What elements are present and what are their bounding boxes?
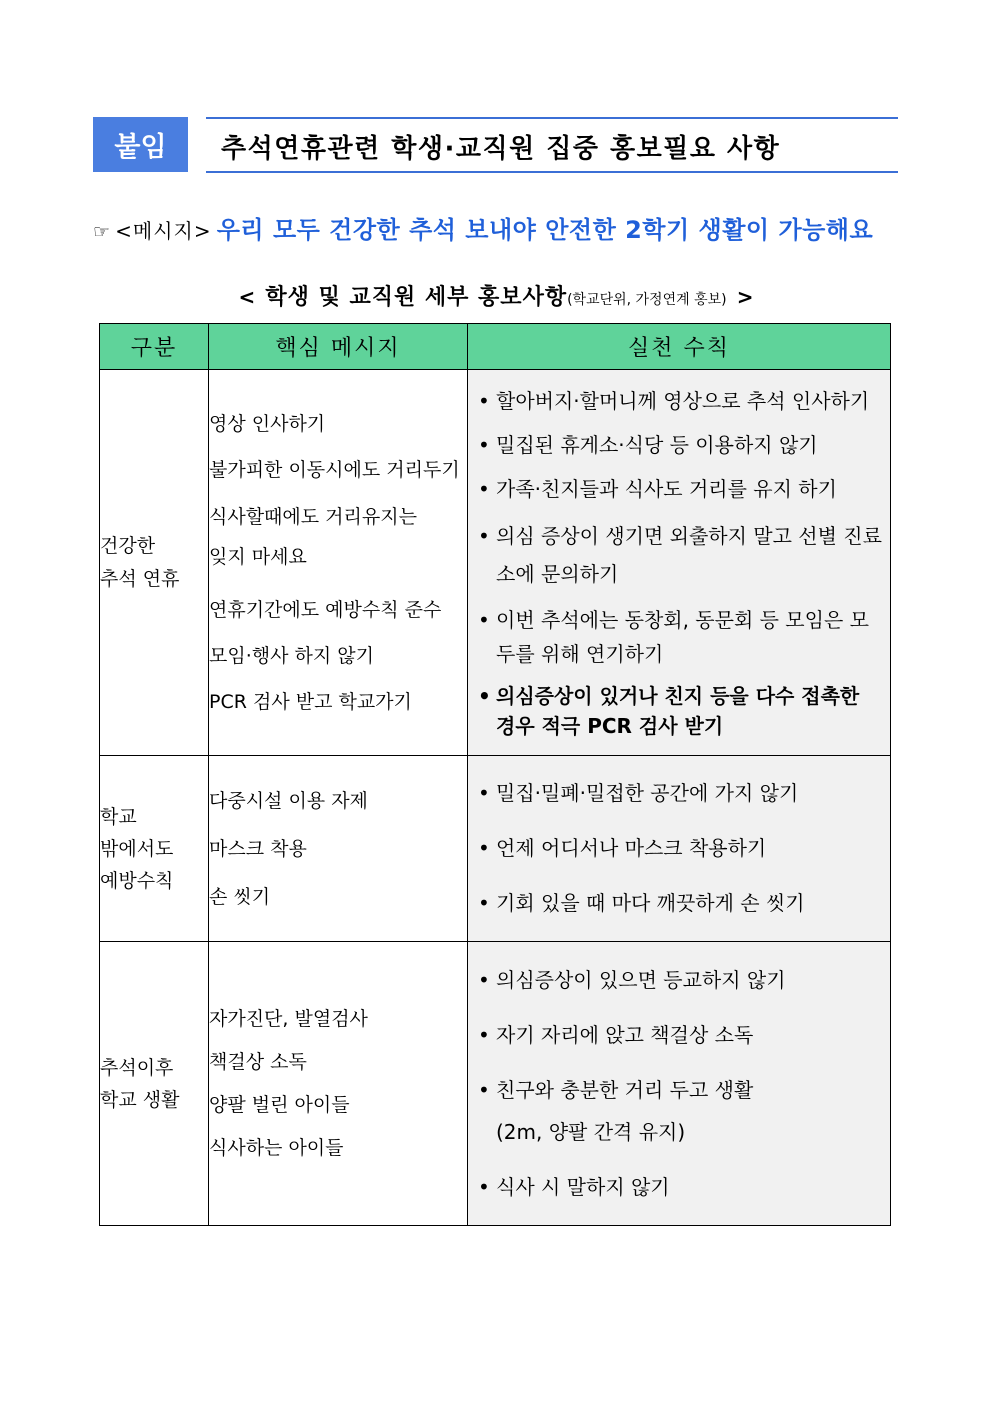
category-line: 밖에서도: [100, 837, 174, 860]
category-line: 추석 연휴: [100, 567, 180, 590]
subtitle-close-bracket: >: [736, 285, 754, 309]
key-message: 영상 인사하기: [209, 412, 326, 435]
category-line: 건강한: [100, 535, 156, 558]
category-line: 추석이후: [100, 1056, 174, 1079]
message-line: [93, 210, 873, 245]
key-message: 모임·행사 하지 않기: [209, 644, 374, 667]
practice-item: • 밀집된 휴게소·식당 등 이용하지 않기: [478, 429, 882, 461]
practice-item: • 친구와 충분한 거리 두고 생활 (2m, 양팔 간격 유지): [478, 1069, 796, 1153]
key-message: PCR 검사 받고 학교가기: [209, 690, 412, 713]
message-prefix: <메시지>: [115, 219, 212, 243]
practice-item: • 의심증상이 있으면 등교하지 않기: [478, 959, 882, 1001]
row-key-messages: [209, 756, 468, 942]
practice-item: • 의심 증상이 생기면 외출하지 말고 선별 진료소에 문의하기: [478, 517, 882, 593]
table-row: [100, 370, 891, 756]
row-key-messages: [209, 942, 468, 1226]
practice-item: • 할아버지·할머니께 영상으로 추석 인사하기: [478, 385, 882, 417]
row-category: [100, 756, 209, 942]
practice-item: • 의심증상이 있거나 친지 등을 다수 접촉한 경우 적극 PCR 검사 받기: [478, 681, 882, 741]
header-category: 구분: [100, 324, 209, 370]
row-category: [100, 942, 209, 1226]
category-line: 학교: [100, 805, 137, 828]
key-message: 책걸상 소독: [209, 1050, 307, 1073]
page-title: 추석연휴관련 학생·교직원 집중 홍보필요 사항: [221, 134, 781, 164]
key-message: 불가피한 이동시에도 거리두기: [209, 458, 460, 481]
guidelines-table: [99, 323, 891, 1226]
subtitle-note: (학교단위, 가정연계 홍보): [567, 292, 727, 308]
key-message: 양팔 벌린 아이들: [209, 1093, 350, 1116]
row-practices: [468, 370, 891, 756]
practice-item: • 언제 어디서나 마스크 착용하기: [478, 821, 882, 876]
attachment-badge: 붙임: [93, 117, 188, 172]
practice-item: • 기회 있을 때 마다 깨끗하게 손 씻기: [478, 876, 882, 931]
practice-item: • 밀집·밀폐·밀접한 공간에 가지 않기: [478, 766, 882, 821]
key-message: 다중시설 이용 자제: [209, 789, 368, 812]
key-message: 자가진단, 발열검사: [209, 1007, 368, 1030]
row-category: [100, 370, 209, 756]
category-line: 예방수칙: [100, 869, 174, 892]
key-message: 식사할때에도 거리유지는: [209, 505, 417, 528]
header-key-message: 핵심 메시지: [209, 324, 468, 370]
pointing-hand-icon: ☞: [93, 221, 111, 243]
row-practices: [468, 756, 891, 942]
practice-item: • 이번 추석에는 동창회, 동문회 등 모임은 모두를 위해 연기하기: [478, 603, 882, 671]
table-row: [100, 756, 891, 942]
table-subtitle: [0, 280, 992, 311]
row-key-messages: [209, 370, 468, 756]
key-message: 연휴기간에도 예방수칙 준수: [209, 598, 442, 621]
practice-item: • 자기 자리에 앉고 책걸상 소독: [478, 1014, 882, 1056]
category-line: 학교 생활: [100, 1088, 180, 1111]
table-header-row: [100, 324, 891, 370]
key-message: 손 씻기: [209, 885, 271, 908]
table-row: [100, 942, 891, 1226]
subtitle-open-bracket: <: [238, 285, 256, 309]
key-message: 식사하는 아이들: [209, 1136, 344, 1159]
header-practice: 실천 수칙: [468, 324, 891, 370]
row-practices: [468, 942, 891, 1226]
key-message: 잊지 마세요: [209, 545, 307, 568]
key-message: 마스크 착용: [209, 837, 307, 860]
message-text: 우리 모두 건강한 추석 보내야 안전한 2학기 생활이 가능해요: [216, 216, 874, 244]
subtitle-main: 학생 및 교직원 세부 홍보사항: [265, 285, 568, 310]
practice-item: • 식사 시 말하지 않기: [478, 1166, 882, 1208]
practice-item: • 가족·친지들과 식사도 거리를 유지 하기: [478, 473, 882, 505]
